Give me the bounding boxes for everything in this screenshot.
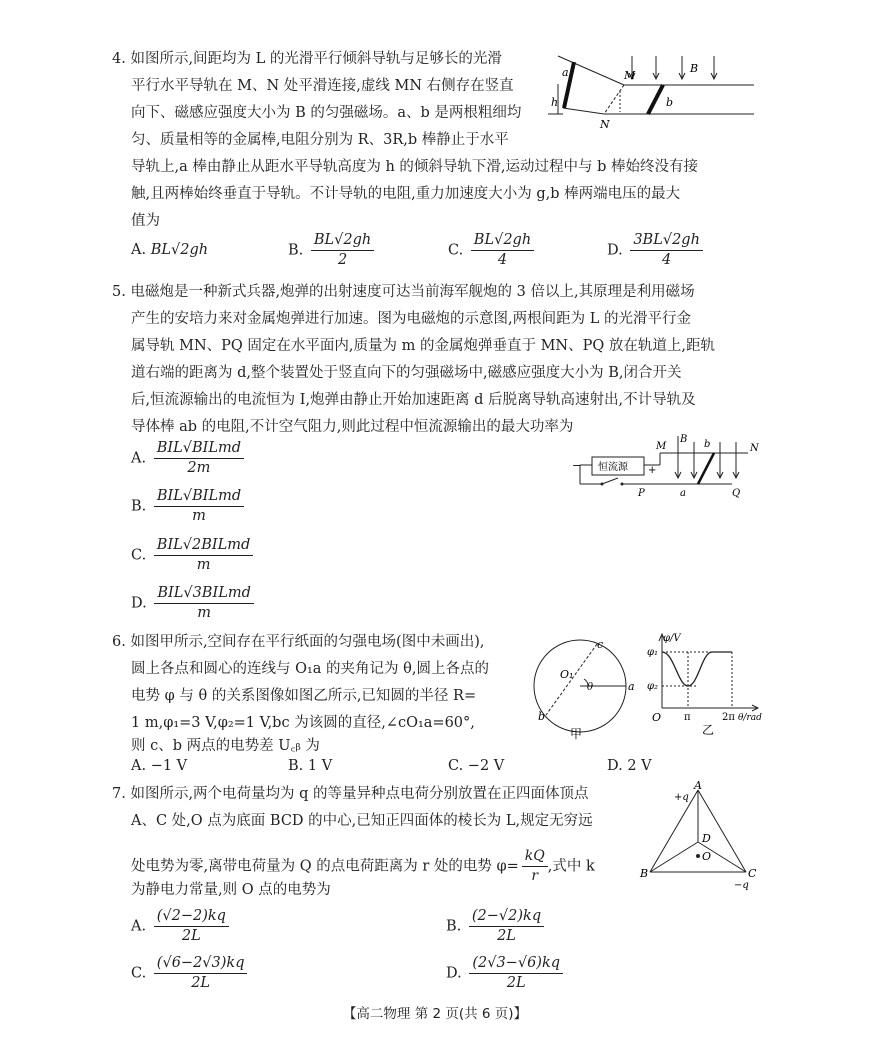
q5-option-c[interactable] — [131, 537, 253, 574]
q4-line-3: 向下、磁感应强度大小为 B 的匀强磁场。a、b 是两根粗细均 — [131, 105, 522, 121]
option-label: D. — [131, 595, 147, 612]
option-denominator: 2L — [506, 975, 526, 991]
q4-rail-figure — [548, 48, 760, 134]
q5-railgun-figure — [572, 432, 764, 500]
q4-line-6: 触,且两棒始终垂直于导轨。不计导轨的电阻,重力加速度大小为 g,b 棒两端电压的最大 — [131, 186, 681, 202]
q4-option-b[interactable] — [288, 232, 374, 269]
option-numerator: (2−√2)kq — [469, 908, 544, 927]
option-numerator: BIL√BILmd — [154, 488, 244, 507]
q7-formula-numerator: kQ — [522, 848, 548, 867]
q6-option-a[interactable]: A. −1 V — [131, 758, 188, 774]
q7-fig-plus-q-label: +q — [674, 792, 689, 803]
q4-fig-label-b-field: B — [690, 62, 699, 75]
q6-circle-figure-jia — [526, 636, 636, 740]
q6-graph-pi-tick: π — [684, 712, 691, 723]
option-denominator: 2L — [497, 928, 516, 944]
option-denominator: m — [196, 557, 211, 573]
q4-line-5: 导轨上,a 棒由静止从距水平导轨高度为 h 的倾斜导轨下滑,运动过程中与 b 棒始终没有接 — [131, 159, 699, 175]
page-footer: 【高二物理 第 2 页(共 6 页)】 — [342, 1006, 528, 1022]
q7-line-1: 7. 如图所示,两个电荷量均为 q 的等量异种点电荷分别放置在正四面体顶点 — [112, 786, 589, 802]
option-denominator: 4 — [497, 252, 508, 268]
q4-fig-label-a: a — [562, 66, 569, 79]
q7-option-d[interactable] — [446, 955, 563, 992]
option-label: A. — [131, 450, 147, 467]
q7-tetrahedron-figure — [634, 780, 764, 890]
option-numerator: BIL√3BILmd — [154, 585, 254, 604]
option-label: C. — [131, 965, 147, 982]
q6-graph-phi1-tick: φ₁ — [647, 647, 659, 658]
q6-line-4: 1 m,φ₁=3 V,φ₂=1 V,bc 为该圆的直径,∠cO₁a=60°, — [131, 715, 475, 731]
q6-line-1: 6. 如图甲所示,空间存在平行纸面的匀强电场(图中未画出), — [112, 634, 485, 650]
option-denominator: 2m — [187, 460, 211, 476]
option-denominator: 2 — [337, 252, 348, 268]
q7-option-c[interactable] — [131, 955, 247, 992]
q4-fig-label-m: M — [624, 69, 636, 82]
option-denominator: m — [192, 508, 206, 524]
q7-fig-minus-q-label: −q — [734, 880, 749, 890]
q6-graph-ylabel: φ/V — [663, 633, 681, 644]
q6-fig-b-label: b — [538, 710, 546, 723]
option-denominator: 2L — [191, 975, 211, 991]
option-denominator: 2L — [181, 928, 201, 944]
q5-fig-m-label: M — [656, 441, 667, 452]
q5-line-1: 5. 电磁炮是一种新式兵器,炮弹的出射速度可达当前海军舰炮的 3 倍以上,其原理是利用磁场 — [112, 284, 695, 300]
q7-option-b[interactable] — [446, 908, 544, 945]
q5-line-3: 属导轨 MN、PQ 固定在水平面内,质量为 m 的金属炮弹垂直于 MN、PQ 放在轨道上,距轨 — [131, 338, 715, 354]
q7-fig-o-label: O — [702, 850, 712, 863]
q4-line-2: 平行水平导轨在 M、N 处平滑连接,虚线 MN 右侧存在竖直 — [131, 78, 514, 94]
option-label: A. — [131, 242, 147, 258]
option-numerator: 3BL√2gh — [630, 232, 703, 251]
option-numerator: (√6−2√3)kq — [154, 955, 248, 974]
q7-formula-denominator: r — [531, 868, 539, 884]
q5-fig-q-label: Q — [732, 488, 741, 499]
q7-line-2: A、C 处,O 点为底面 BCD 的中心,已知正四面体的棱长为 L,规定无穷远 — [131, 813, 593, 829]
q6-option-c[interactable]: C. −2 V — [448, 758, 505, 774]
q5-fig-b-field-label: B — [680, 434, 688, 445]
option-value: BL√2gh — [150, 242, 209, 258]
q4-line-7: 值为 — [131, 213, 160, 229]
q6-fig-a-label: a — [628, 680, 635, 693]
q5-option-d[interactable] — [131, 585, 254, 622]
q4-fig-label-n: N — [600, 118, 610, 131]
q6-potential-graph-yi — [646, 628, 772, 738]
q7-fig-d-label: D — [702, 832, 711, 845]
q5-fig-source-label: 恒流源 — [598, 462, 628, 473]
option-numerator: (2√3−√6)kq — [469, 955, 563, 974]
option-denominator: 4 — [662, 252, 672, 268]
q4-option-c[interactable] — [448, 232, 534, 269]
q6-line-5: 则 c、b 两点的电势差 U꜀ᵦ 为 — [131, 738, 320, 754]
q5-line-4: 道右端的距离为 d,整个装置处于竖直向下的匀强磁场中,磁感应强度大小为 B,闭合开关 — [131, 365, 682, 381]
option-numerator: BL√2gh — [311, 232, 374, 251]
option-numerator: BL√2gh — [471, 232, 534, 251]
q6-fig-c-label: c — [597, 638, 604, 651]
q5-line-2: 产生的安培力来对金属炮弹进行加速。图为电磁炮的示意图,两根间距为 L 的光滑平行金 — [131, 311, 691, 327]
q7-option-a[interactable] — [131, 908, 229, 945]
option-label: C. — [131, 547, 147, 564]
q4-line-1: 4. 如图所示,间距均为 L 的光滑平行倾斜导轨与足够长的光滑 — [112, 51, 502, 67]
q4-option-d[interactable] — [607, 232, 703, 269]
q7-fig-c-label: C — [748, 867, 757, 880]
q6-graph-origin: O — [652, 711, 662, 724]
q4-fig-label-h: h — [551, 96, 559, 109]
q6-option-d[interactable]: D. 2 V — [607, 758, 652, 774]
q6-graph-xlabel: θ/rad — [738, 713, 762, 723]
q7-line-3-tail: ,式中 k — [547, 858, 595, 875]
option-numerator: BIL√2BILmd — [154, 537, 254, 556]
option-label: D. — [446, 965, 462, 982]
q6-graph-phi2-tick: φ₂ — [647, 681, 659, 692]
q5-fig-b-label: b — [704, 439, 711, 450]
q7-fig-a-label: A — [694, 780, 702, 792]
q6-option-b[interactable]: B. 1 V — [288, 758, 333, 774]
q6-fig-o1-label: O₁ — [560, 668, 574, 681]
q6-fig-jia-caption: 甲 — [570, 727, 583, 740]
q5-fig-p-label: P — [638, 488, 645, 499]
option-label: B. — [288, 242, 304, 259]
q7-line-3-text: 处电势为零,离带电荷量为 Q 的点电荷距离为 r 处的电势 φ= — [131, 858, 519, 875]
option-numerator: BIL√BILmd — [154, 440, 244, 459]
q5-fig-n-label: N — [750, 443, 759, 454]
q7-line-4: 为静电力常量,则 O 点的电势为 — [131, 882, 331, 898]
option-label: B. — [131, 498, 147, 515]
q6-line-3: 电势 φ 与 θ 的关系图像如图乙所示,已知圆的半径 R= — [131, 688, 477, 704]
option-label: A. — [131, 918, 147, 935]
q5-option-b[interactable] — [131, 488, 244, 525]
q7-fig-b-label: B — [640, 867, 649, 880]
q6-graph-yi-caption: 乙 — [702, 723, 715, 737]
option-denominator: m — [197, 605, 211, 621]
q5-fig-a-label: a — [680, 488, 686, 499]
q5-line-6: 导体棒 ab 的电阻,不计空气阻力,则此过程中恒流源输出的最大功率为 — [131, 419, 574, 435]
q5-line-5: 后,恒流源输出的电流恒为 I,炮弹由静止开始加速距离 d 后脱离导轨高速射出,不计导轨及 — [131, 392, 696, 408]
q6-graph-2pi-tick: 2π — [722, 712, 735, 723]
q6-line-2: 圆上各点和圆心的连线与 O₁a 的夹角记为 θ,圆上各点的 — [131, 661, 490, 677]
option-label: D. — [607, 242, 623, 259]
q5-fig-plus-label: + — [648, 465, 657, 476]
q4-fig-label-b: b — [666, 96, 674, 109]
q4-line-4: 匀、质量相等的金属棒,电阻分别为 R、3R,b 棒静止于水平 — [131, 132, 509, 148]
q4-option-a[interactable] — [131, 242, 208, 258]
q5-fig-minus-label: − — [572, 459, 582, 472]
q5-option-a[interactable] — [131, 440, 244, 477]
q6-fig-theta-label: θ — [587, 682, 594, 693]
option-label: B. — [446, 918, 462, 935]
option-numerator: (√2−2)kq — [154, 908, 229, 927]
option-label: C. — [448, 242, 464, 259]
